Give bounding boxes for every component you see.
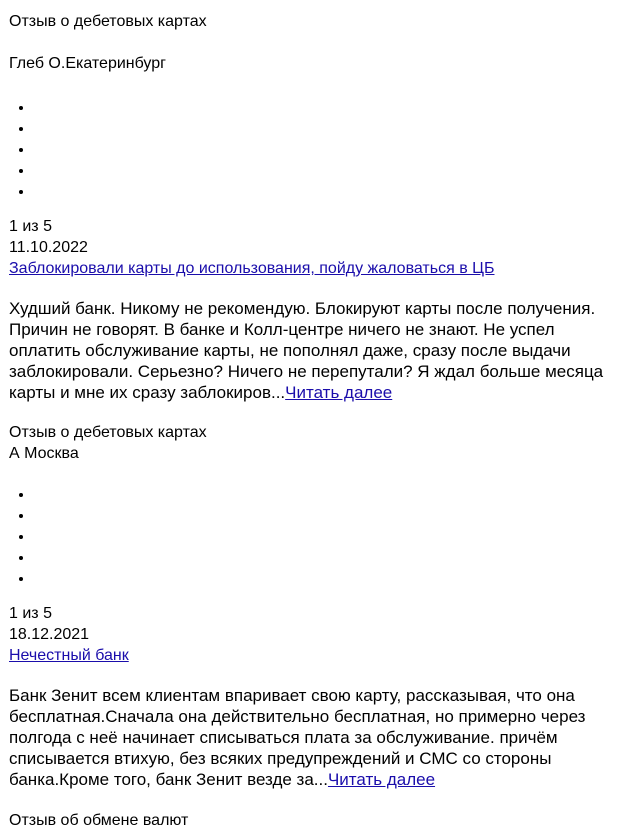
review-excerpt: Банк Зенит всем клиентам впаривает свою карту, рассказывая, что она бесплатная.Сначала она действительно бесплатная, но примерно через полгода с неё начинает списываться плата за обслуживание. причём списывается втихую, без всяких предупреждений и СМС со стороны банка.Кроме того, банк Зенит везде за...: [9, 686, 586, 789]
read-more-link[interactable]: Читать далее: [285, 383, 393, 402]
star-icon: [34, 547, 611, 568]
star-icon: [34, 160, 611, 181]
star-icon: [34, 484, 611, 505]
review-date: 18.12.2021: [9, 626, 90, 643]
star-icon: [34, 181, 611, 202]
rating-text: 1 из 5: [9, 218, 52, 235]
review-text: [9, 279, 611, 403]
rating-stars: [9, 464, 611, 597]
rating-text: 1 из 5: [9, 605, 52, 622]
review-excerpt: Худший банк. Никому не рекомендую. Блокируют карты после получения. Причин не говорят. В банке и Колл-центре ничего не знают. Не успел оплатить обслуживание карты, не пополнял даже, сразу после выдачи заблокировали. Серьезно? Ничего не перепутали? Я ждал больше месяца карты и мне их сразу заблокиров...: [9, 299, 604, 402]
star-icon: [34, 505, 611, 526]
review-text: [9, 666, 611, 790]
star-icon: [34, 118, 611, 139]
read-more-link[interactable]: Читать далее: [327, 770, 436, 789]
star-icon: [34, 568, 611, 589]
review-category: Отзыв об обмене валют: [9, 812, 189, 829]
review-category: Отзыв о дебетовых картах: [9, 424, 207, 441]
review-category: Отзыв о дебетовых картах: [9, 13, 207, 30]
review-card: [9, 0, 611, 403]
review-title-link[interactable]: Нечестный банк: [9, 647, 129, 664]
star-icon: [34, 97, 611, 118]
star-icon: [34, 526, 611, 547]
review-card: [9, 403, 611, 790]
rating-stars: [9, 74, 611, 210]
review-title-link[interactable]: Заблокировали карты до использования, пойду жаловаться в ЦБ: [9, 260, 495, 277]
review-author: А Москва: [9, 445, 79, 462]
review-author: Глеб О.Екатеринбург: [9, 55, 166, 72]
review-date: 11.10.2022: [9, 239, 88, 256]
star-icon: [34, 139, 611, 160]
